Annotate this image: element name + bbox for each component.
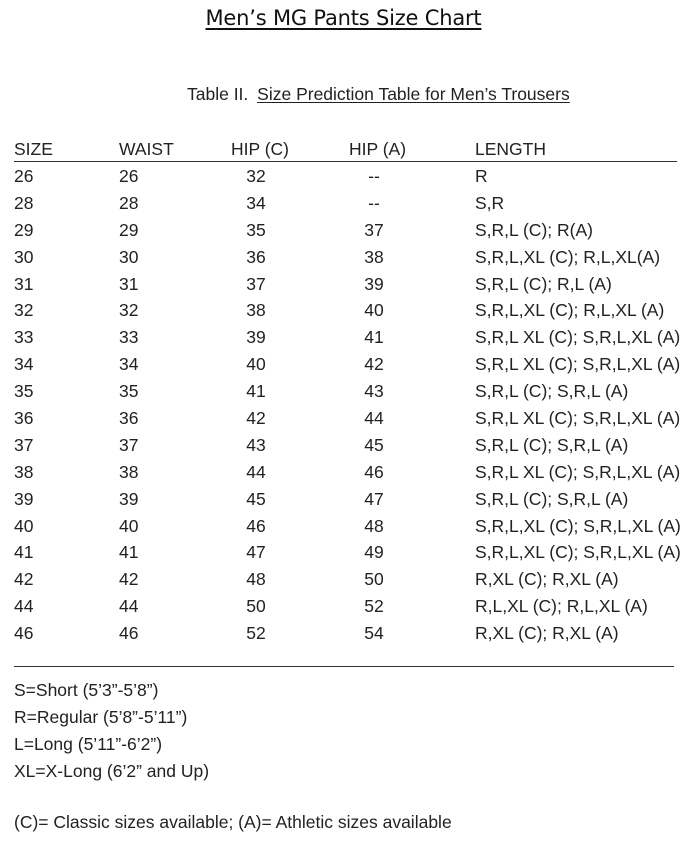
size-cell: 39 [14,488,34,509]
size-cell: 37 [14,434,34,455]
hip-a-cell: 37 [364,219,384,240]
legend-item-regular: R=Regular (5’8”-5’11”) [14,707,188,727]
size-cell: 42 [14,569,34,590]
hip-c-cell: 47 [246,542,266,563]
length-cell: S,R,L,XL (C); R,L,XL (A) [475,300,665,321]
waist-cell: 30 [119,246,139,267]
size-cell: 30 [14,246,34,267]
hip-a-cell: 45 [364,434,384,455]
waist-cell: 38 [119,461,139,482]
waist-cell: 28 [119,192,139,213]
length-legend [14,677,209,785]
waist-cell: 35 [119,381,139,402]
length-cell: S,R,L (C); S,R,L (A) [475,434,629,455]
length-cell: S,R,L,XL (C); S,R,L,XL (A) [475,515,681,536]
length-cell: S,R,L XL (C); S,R,L,XL (A) [475,327,681,348]
table-row [14,566,677,593]
legend-item-long: L=Long (5’11”-6’2”) [14,734,163,754]
table-row [14,405,681,432]
table-row [14,271,677,298]
table-row [14,486,677,513]
size-cell: 29 [14,219,34,240]
table-row [14,620,677,647]
hip-a-cell: 38 [364,246,384,267]
hip-a-cell: 50 [364,569,384,590]
waist-cell: 44 [119,596,139,617]
hip-a-cell: 40 [364,300,384,321]
table-row [14,217,677,244]
length-cell: S,R,L (C); R,L (A) [475,273,612,294]
page-title: Men’s MG Pants Size Chart [205,6,482,30]
availability-footnote: (C)= Classic sizes available; (A)= Athletic sizes available [14,812,452,832]
column-header-waist: WAIST [119,139,174,159]
hip-c-cell: 32 [246,166,266,186]
size-cell: 26 [14,166,34,186]
hip-a-cell: 46 [364,461,384,482]
hip-c-cell: 50 [246,596,266,617]
table-row [14,459,681,486]
size-cell: 46 [14,623,34,644]
length-cell: S,R [475,192,505,213]
waist-cell: 40 [119,515,139,536]
length-cell: S,R,L XL (C); S,R,L,XL (A) [475,408,681,429]
size-cell: 34 [14,354,34,375]
table-row [14,244,677,271]
table-row [14,297,677,324]
length-cell: R [475,166,488,186]
hip-c-cell: 41 [246,381,266,402]
column-header-hip-c: HIP (C) [231,139,290,159]
length-cell: R,XL (C); R,XL (A) [475,623,619,644]
table-row [14,432,677,459]
waist-cell: 36 [119,408,139,429]
hip-a-cell: 54 [364,623,384,644]
hip-c-cell: 37 [246,273,266,294]
hip-a-cell: 47 [364,488,384,509]
hip-c-cell: 40 [246,354,266,375]
size-cell: 35 [14,381,34,402]
length-cell: R,L,XL (C); R,L,XL (A) [475,596,648,617]
length-cell: R,XL (C); R,XL (A) [475,569,619,590]
size-cell: 36 [14,408,34,429]
size-table-body [14,163,681,647]
table-row [14,593,677,620]
length-cell: S,R,L,XL (C); S,R,L,XL (A) [475,542,681,563]
hip-a-cell: 42 [364,354,384,375]
table-caption [187,84,570,105]
table-header [14,137,677,162]
hip-a-cell: 52 [364,596,384,617]
waist-cell: 41 [119,542,139,563]
hip-a-cell: 39 [364,273,384,294]
size-cell: 44 [14,596,34,617]
hip-c-cell: 44 [246,461,266,482]
table-row [14,163,677,190]
length-cell: S,R,L (C); R(A) [475,219,593,240]
size-cell: 38 [14,461,34,482]
column-header-length: LENGTH [475,139,546,159]
waist-cell: 42 [119,569,139,590]
hip-c-cell: 43 [246,434,266,455]
table-row [14,378,677,405]
hip-a-cell: -- [368,166,380,186]
table-row [14,190,677,217]
size-cell: 41 [14,542,34,563]
table-row [14,513,681,540]
hip-c-cell: 38 [246,300,266,321]
size-cell: 33 [14,327,34,348]
table-caption-label: Table II. [187,84,249,104]
hip-c-cell: 42 [246,408,266,429]
table-row [14,351,681,378]
table-caption-name: Size Prediction Table for Men’s Trousers [257,84,570,104]
length-cell: S,R,L (C); S,R,L (A) [475,488,629,509]
hip-a-cell: 49 [364,542,384,563]
length-cell: S,R,L XL (C); S,R,L,XL (A) [475,461,681,482]
size-cell: 31 [14,273,34,294]
hip-a-cell: 44 [364,408,384,429]
hip-c-cell: 35 [246,219,266,240]
hip-c-cell: 52 [246,623,266,644]
hip-a-cell: -- [368,192,380,213]
waist-cell: 34 [119,354,139,375]
hip-a-cell: 48 [364,515,384,536]
legend-item-x-long: XL=X-Long (6’2” and Up) [14,761,210,781]
legend-item-short: S=Short (5’3”-5’8”) [14,680,159,700]
waist-cell: 26 [119,166,139,186]
waist-cell: 31 [119,273,139,294]
hip-a-cell: 41 [364,327,384,348]
table-row [14,539,681,566]
waist-cell: 39 [119,488,139,509]
hip-c-cell: 39 [246,327,266,348]
hip-a-cell: 43 [364,381,384,402]
hip-c-cell: 36 [246,246,266,267]
table-row [14,324,681,351]
hip-c-cell: 48 [246,569,266,590]
waist-cell: 37 [119,434,139,455]
waist-cell: 29 [119,219,139,240]
waist-cell: 46 [119,623,139,644]
length-cell: S,R,L (C); S,R,L (A) [475,381,629,402]
size-cell: 40 [14,515,34,536]
waist-cell: 33 [119,327,139,348]
hip-c-cell: 46 [246,515,266,536]
size-cell: 32 [14,300,34,321]
hip-c-cell: 45 [246,488,266,509]
hip-c-cell: 34 [246,192,266,213]
waist-cell: 32 [119,300,139,321]
length-cell: S,R,L,XL (C); R,L,XL(A) [475,246,661,267]
column-header-hip-a: HIP (A) [349,139,407,159]
column-header-size: SIZE [14,139,53,159]
size-cell: 28 [14,192,34,213]
length-cell: S,R,L XL (C); S,R,L,XL (A) [475,354,681,375]
table-bottom-rule [14,666,674,667]
